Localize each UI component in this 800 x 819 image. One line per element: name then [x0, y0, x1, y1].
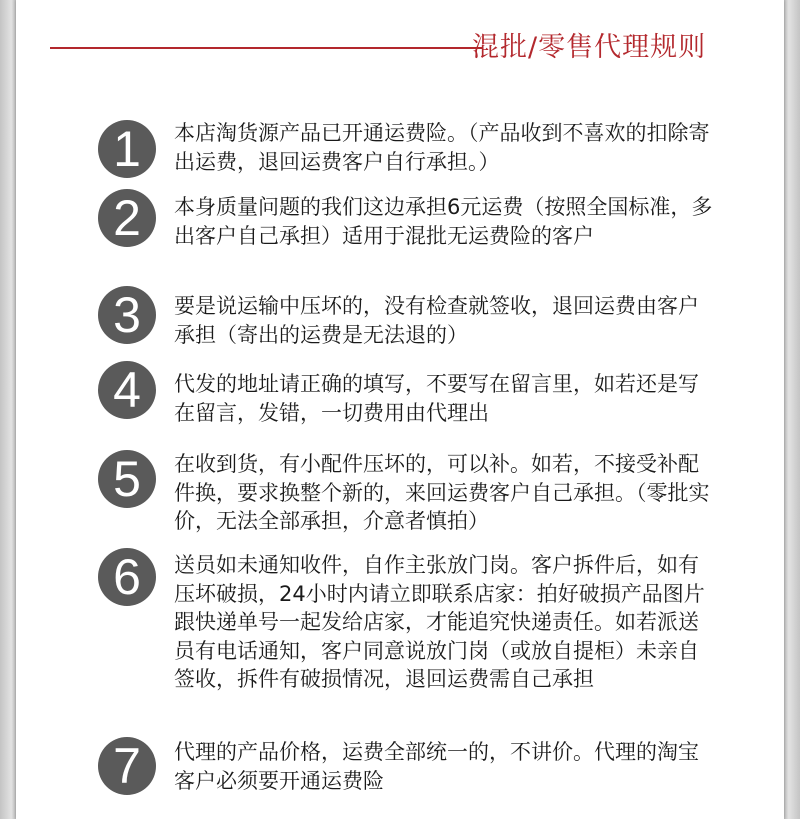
rule-text-1: 本店淘货源产品已开通运费险。（产品收到不喜欢的扣除寄出运费，退回运费客户自行承担。） [174, 121, 710, 174]
rule-number-badge: 7 [98, 737, 156, 795]
rule-number-badge: 1 [98, 120, 156, 178]
rule-number-badge: 2 [98, 189, 156, 247]
rule-number-badge: 5 [98, 450, 156, 508]
page-title: 混批/零售代理规则 [472, 32, 707, 63]
rules-sheet [16, 0, 784, 819]
rule-number-badge: 6 [98, 548, 156, 606]
title-divider [50, 47, 482, 49]
left-border [0, 0, 16, 819]
rule-text-6: 送员如未通知收件，自作主张放门岗。客户拆件后，如有压坏破损，24小时内请立即联系店家：拍好破损产品图片跟快递单号一起发给店家，才能追究快递责任。如若派送员有电话通知，客户同意说放门岗（或放自提柜）未亲自签收，拆件有破损情况，退回运费需自己承担 [174, 553, 705, 691]
rule-number-badge: 4 [98, 361, 156, 419]
right-border [784, 0, 800, 819]
rule-text-7: 代理的产品价格，运费全部统一的，不讲价。代理的淘宝客户必须要开通运费险 [174, 740, 699, 793]
rule-text-2: 本身质量问题的我们这边承担6元运费（按照全国标准，多出客户自己承担）适用于混批无运费险的客户 [174, 195, 713, 248]
rule-text-3: 要是说运输中压坏的，没有检查就签收，退回运费由客户承担（寄出的运费是无法退的） [174, 294, 699, 347]
rule-text-4: 代发的地址请正确的填写，不要写在留言里，如若还是写在留言，发错，一切费用由代理出 [174, 372, 699, 425]
rule-number-badge: 3 [98, 286, 156, 344]
rule-text-5: 在收到货，有小配件压坏的，可以补。如若，不接受补配件换，要求换整个新的，来回运费客户自己承担。（零批实价，无法全部承担，介意者慎拍） [174, 452, 710, 533]
